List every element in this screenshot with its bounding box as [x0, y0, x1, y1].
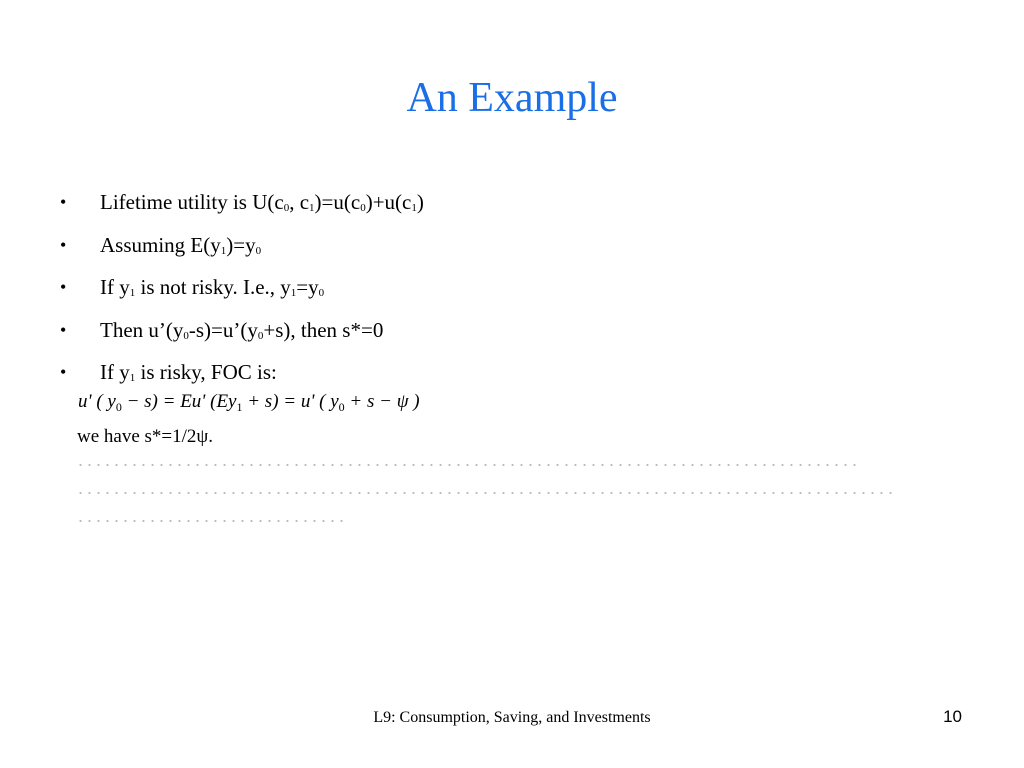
- bullet-text: )=y: [226, 232, 256, 257]
- bullet-text: Lifetime utility is U(c: [100, 190, 284, 214]
- faint-text-line: [76, 461, 862, 469]
- bullet-item: [58, 269, 424, 312]
- bullet-dot: •: [60, 277, 67, 297]
- bullet-text: If y: [100, 360, 130, 384]
- bullet-dot: •: [60, 319, 67, 340]
- bullet-item: [58, 227, 424, 270]
- bullet-subscript: 1: [129, 287, 136, 299]
- equation-subscript: 1: [236, 400, 243, 414]
- bullet-subscript: 1: [411, 202, 417, 214]
- bullet-item: [58, 184, 424, 227]
- page-number: 10: [943, 707, 962, 726]
- bullet-text: , c: [289, 190, 310, 214]
- bullet-subscript: 0: [257, 329, 264, 342]
- bullet-text: is not risky. I.e., y: [135, 275, 291, 299]
- equation-subscript: 0: [115, 400, 122, 414]
- bullet-text: =y: [296, 275, 319, 299]
- bullet-text: If y: [100, 275, 130, 299]
- equation-segment: − s) = Eu' (Ey: [121, 391, 237, 412]
- slide-title: An Example: [406, 75, 618, 121]
- equation-segment: + s) = u' ( y: [242, 391, 339, 412]
- faint-text-line: [76, 489, 898, 497]
- equation-segment: u' ( y: [78, 391, 116, 412]
- bullet-list: [58, 184, 424, 397]
- footer-text: L9: Consumption, Saving, and Investments: [373, 709, 651, 726]
- bullet-text: )+u(c: [365, 190, 412, 214]
- equation-segment: + s − ψ ): [344, 391, 420, 412]
- equation-subscript: 0: [338, 400, 345, 414]
- bullet-dot: •: [60, 362, 67, 382]
- bullet-dot: •: [60, 192, 67, 212]
- bullet-text: )=u(c: [314, 190, 361, 214]
- bullet-text: Then u’(y: [100, 317, 184, 342]
- bullet-subscript: 0: [183, 329, 189, 342]
- bullet-subscript: 0: [360, 202, 366, 214]
- bullet-subscript: 1: [220, 244, 227, 257]
- bullet-item: [58, 312, 424, 355]
- bullet-subscript: 0: [283, 202, 290, 214]
- foc-equation: [78, 389, 420, 420]
- result-text: we have s*=1/2ψ.: [77, 426, 214, 447]
- bullet-text: ): [416, 190, 424, 214]
- bullet-dot: •: [60, 234, 67, 255]
- bullet-subscript: 0: [255, 244, 262, 257]
- bullet-text: is risky, FOC is:: [135, 360, 277, 384]
- bullet-subscript: 1: [129, 372, 136, 384]
- faint-text-line: [76, 517, 346, 525]
- bullet-text: +s), then s*=0: [263, 317, 384, 342]
- bullet-subscript: 1: [309, 202, 315, 214]
- bullet-subscript: 0: [318, 287, 325, 299]
- bullet-text: -s)=u’(y: [188, 317, 258, 342]
- bullet-text: Assuming E(y: [100, 232, 221, 257]
- bullet-subscript: 1: [290, 287, 297, 299]
